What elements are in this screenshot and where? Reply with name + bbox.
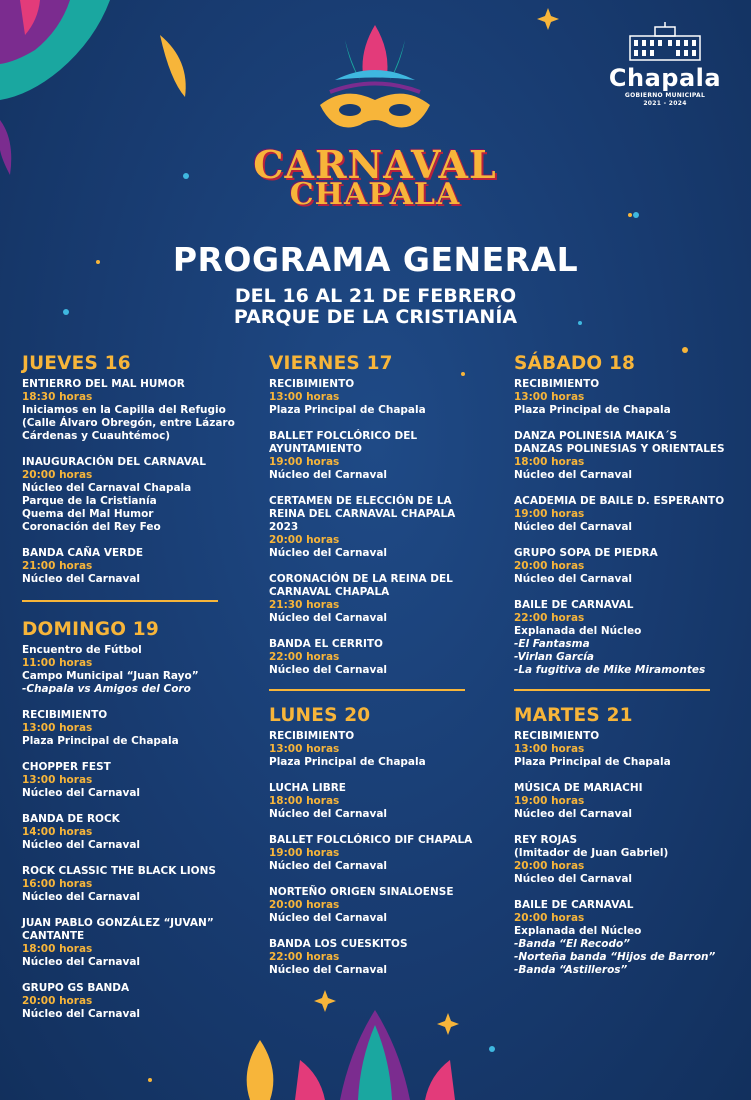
day-viernes <box>269 352 489 690</box>
brand-line1: CARNAVAL <box>253 142 497 187</box>
event-location: Plaza Principal de Chapala <box>269 756 426 768</box>
event-location: Quema del Mal Humor <box>22 508 154 520</box>
day-title: VIERNES 17 <box>269 353 393 374</box>
event-time: 13:00 horas <box>514 743 585 755</box>
event-time: 13:00 horas <box>269 391 340 403</box>
event-location: Núcleo del Carnaval <box>269 860 388 872</box>
event-time: 19:00 horas <box>514 795 585 807</box>
event-item <box>269 730 489 769</box>
event-item <box>514 782 734 821</box>
municipality-period: 2021 - 2024 <box>643 100 687 107</box>
day-jueves <box>22 352 242 599</box>
municipal-logo <box>600 22 730 108</box>
event-location: Núcleo del Carnaval <box>269 964 388 976</box>
event-name: BAILE DE CARNAVAL <box>514 899 634 911</box>
event-performer: -La fugitiva de Mike Miramontes <box>514 664 706 676</box>
event-venue: PARQUE DE LA CRISTIANÍA <box>233 306 518 328</box>
event-name: GRUPO GS BANDA <box>22 982 130 994</box>
event-item <box>22 865 242 904</box>
event-location: Núcleo del Carnaval <box>514 873 633 885</box>
day-title: MARTES 21 <box>514 705 633 726</box>
event-location: Núcleo del Carnaval <box>22 1008 141 1020</box>
event-location: Iniciamos en la Capilla del Refugio <box>22 404 226 416</box>
event-name: BALLET FOLCLÓRICO DIF CHAPALA <box>269 834 473 846</box>
event-location: Parque de la Cristianía <box>22 495 157 507</box>
event-item <box>22 644 242 696</box>
event-item <box>514 834 734 886</box>
event-name: NORTEÑO ORIGEN SINALOENSE <box>269 886 454 898</box>
event-item <box>269 782 489 821</box>
event-location: Núcleo del Carnaval <box>514 808 633 820</box>
event-time: 22:00 horas <box>269 951 340 963</box>
event-location: Plaza Principal de Chapala <box>514 404 671 416</box>
event-item <box>269 638 489 677</box>
event-time: 13:00 horas <box>514 391 585 403</box>
building-icon <box>625 22 705 62</box>
event-location: Núcleo del Carnaval <box>22 956 141 968</box>
event-time: 13:00 horas <box>269 743 340 755</box>
day-sabado <box>514 352 734 690</box>
event-item <box>514 730 734 769</box>
event-time: 20:00 horas <box>22 469 93 481</box>
event-name: ENTIERRO DEL MAL HUMOR <box>22 378 185 390</box>
event-item <box>514 599 734 677</box>
day-lunes <box>269 704 489 990</box>
event-name: RECIBIMIENTO <box>514 378 600 390</box>
event-item <box>22 547 242 586</box>
event-location: Plaza Principal de Chapala <box>514 756 671 768</box>
event-name: BALLET FOLCLÓRICO DEL <box>269 430 418 442</box>
event-name: ROCK CLASSIC THE BLACK LIONS <box>22 865 216 877</box>
event-location: Plaza Principal de Chapala <box>269 404 426 416</box>
day-title: DOMINGO 19 <box>22 619 159 640</box>
divider <box>22 600 218 602</box>
event-name: LUCHA LIBRE <box>269 782 346 794</box>
event-time: 13:00 horas <box>22 774 93 786</box>
event-location: Núcleo del Carnaval <box>269 808 388 820</box>
event-location: Núcleo del Carnaval <box>22 573 141 585</box>
event-location: (Calle Álvaro Obregón, entre Lázaro <box>22 417 235 429</box>
event-name: RECIBIMIENTO <box>269 378 355 390</box>
event-performer: -Banda “El Recodo” <box>514 938 630 950</box>
day-title: LUNES 20 <box>269 705 371 726</box>
event-location: Núcleo del Carnaval Chapala <box>22 482 192 494</box>
event-name: CHOPPER FEST <box>22 761 111 773</box>
page-title: PROGRAMA GENERAL <box>172 240 579 279</box>
event-location: Núcleo del Carnaval <box>514 469 633 481</box>
event-item <box>269 430 489 482</box>
event-location: Campo Municipal “Juan Rayo” <box>22 670 199 682</box>
event-time: 18:00 horas <box>514 456 585 468</box>
event-name: BANDA DE ROCK <box>22 813 120 825</box>
event-time: 20:00 horas <box>269 899 340 911</box>
event-name: CERTAMEN DE ELECCIÓN DE LA <box>269 495 452 507</box>
event-name: CANTANTE <box>22 930 85 942</box>
event-name: REY ROJAS <box>514 834 578 846</box>
event-name: CORONACIÓN DE LA REINA DEL <box>269 573 453 585</box>
event-name: AYUNTAMIENTO <box>269 443 362 455</box>
event-name: 2023 <box>269 521 299 533</box>
event-time: 19:00 horas <box>514 508 585 520</box>
carnival-brand <box>250 142 500 212</box>
event-time: 20:00 horas <box>269 534 340 546</box>
event-time: 14:00 horas <box>22 826 93 838</box>
event-item <box>22 456 242 534</box>
event-time: 20:00 horas <box>22 995 93 1007</box>
event-item <box>514 899 734 977</box>
event-time: 21:30 horas <box>269 599 340 611</box>
event-location: Núcleo del Carnaval <box>269 664 388 676</box>
event-name: ACADEMIA DE BAILE D. ESPERANTO <box>514 495 725 507</box>
event-location: Explanada del Núcleo <box>514 625 642 637</box>
event-name: RECIBIMIENTO <box>22 709 108 721</box>
event-location: Núcleo del Carnaval <box>22 839 141 851</box>
event-name: RECIBIMIENTO <box>269 730 355 742</box>
event-item <box>514 547 734 586</box>
event-time: 16:00 horas <box>22 878 93 890</box>
event-name: BANDA CAÑA VERDE <box>22 547 144 559</box>
event-name: DANZAS POLINESIAS Y ORIENTALES <box>514 443 725 455</box>
event-performer: -Norteña banda “Hijos de Barron” <box>514 951 716 963</box>
event-location: Núcleo del Carnaval <box>22 787 141 799</box>
day-title: JUEVES 16 <box>22 353 131 374</box>
event-location: Núcleo del Carnaval <box>269 469 388 481</box>
event-location: Núcleo del Carnaval <box>514 521 633 533</box>
event-item <box>269 573 489 625</box>
event-item <box>514 495 734 534</box>
municipality-subtitle: GOBIERNO MUNICIPAL <box>624 92 706 99</box>
event-dates: DEL 16 AL 21 DE FEBRERO <box>234 285 517 307</box>
event-time: 19:00 horas <box>269 456 340 468</box>
event-name: RECIBIMIENTO <box>514 730 600 742</box>
event-name: GRUPO SOPA DE PIEDRA <box>514 547 658 559</box>
event-name: BANDA LOS CUESKITOS <box>269 938 408 950</box>
event-performer: -Virlan García <box>514 651 594 663</box>
day-martes <box>514 704 734 990</box>
event-location: Núcleo del Carnaval <box>514 573 633 585</box>
event-time: 22:00 horas <box>514 612 585 624</box>
event-time: 19:00 horas <box>269 847 340 859</box>
event-name: INAUGURACIÓN DEL CARNAVAL <box>22 456 206 468</box>
event-location: Núcleo del Carnaval <box>269 912 388 924</box>
event-time: 20:00 horas <box>514 860 585 872</box>
day-title: SÁBADO 18 <box>514 353 636 374</box>
event-time: 18:00 horas <box>269 795 340 807</box>
event-item <box>269 938 489 977</box>
event-name: BAILE DE CARNAVAL <box>514 599 634 611</box>
event-time: 20:00 horas <box>514 912 585 924</box>
event-performer: -Chapala vs Amigos del Coro <box>22 683 191 695</box>
event-item <box>22 709 242 748</box>
brand-line2: CHAPALA <box>289 177 461 212</box>
event-item <box>269 834 489 873</box>
event-item <box>514 378 734 417</box>
event-item <box>514 430 734 482</box>
event-name: JUAN PABLO GONZÁLEZ “JUVAN” <box>22 917 214 929</box>
event-time: 22:00 horas <box>269 651 340 663</box>
event-item <box>269 378 489 417</box>
event-name: CARNAVAL CHAPALA <box>269 586 390 598</box>
event-name: BANDA EL CERRITO <box>269 638 383 650</box>
event-time: 11:00 horas <box>22 657 93 669</box>
event-item <box>22 917 242 969</box>
event-time: 13:00 horas <box>22 722 93 734</box>
event-location: Núcleo del Carnaval <box>269 547 388 559</box>
event-location: Núcleo del Carnaval <box>269 612 388 624</box>
event-location: Coronación del Rey Feo <box>22 521 161 533</box>
event-performer: -El Fantasma <box>514 638 590 650</box>
event-performer: -Banda “Astilleros” <box>514 964 628 976</box>
event-item <box>269 886 489 925</box>
event-item <box>22 378 242 443</box>
municipality-name: Chapala <box>608 64 722 92</box>
event-name: MÚSICA DE MARIACHI <box>514 782 643 794</box>
event-time: 18:30 horas <box>22 391 93 403</box>
event-time: 18:00 horas <box>22 943 93 955</box>
event-time: 21:00 horas <box>22 560 93 572</box>
event-name: REINA DEL CARNAVAL CHAPALA <box>269 508 456 520</box>
event-time: 20:00 horas <box>514 560 585 572</box>
event-item <box>22 982 242 1021</box>
event-item <box>22 761 242 800</box>
event-item <box>22 813 242 852</box>
day-domingo <box>22 618 242 1034</box>
event-location: Explanada del Núcleo <box>514 925 642 937</box>
event-name: Encuentro de Fútbol <box>22 644 142 656</box>
event-name: DANZA POLINESIA MAIKA´S <box>514 430 678 442</box>
event-location: Cárdenas y Cuauhtémoc) <box>22 430 171 442</box>
event-location: Plaza Principal de Chapala <box>22 735 179 747</box>
event-name: (Imitador de Juan Gabriel) <box>514 847 669 859</box>
event-item <box>269 495 489 560</box>
event-location: Núcleo del Carnaval <box>22 891 141 903</box>
